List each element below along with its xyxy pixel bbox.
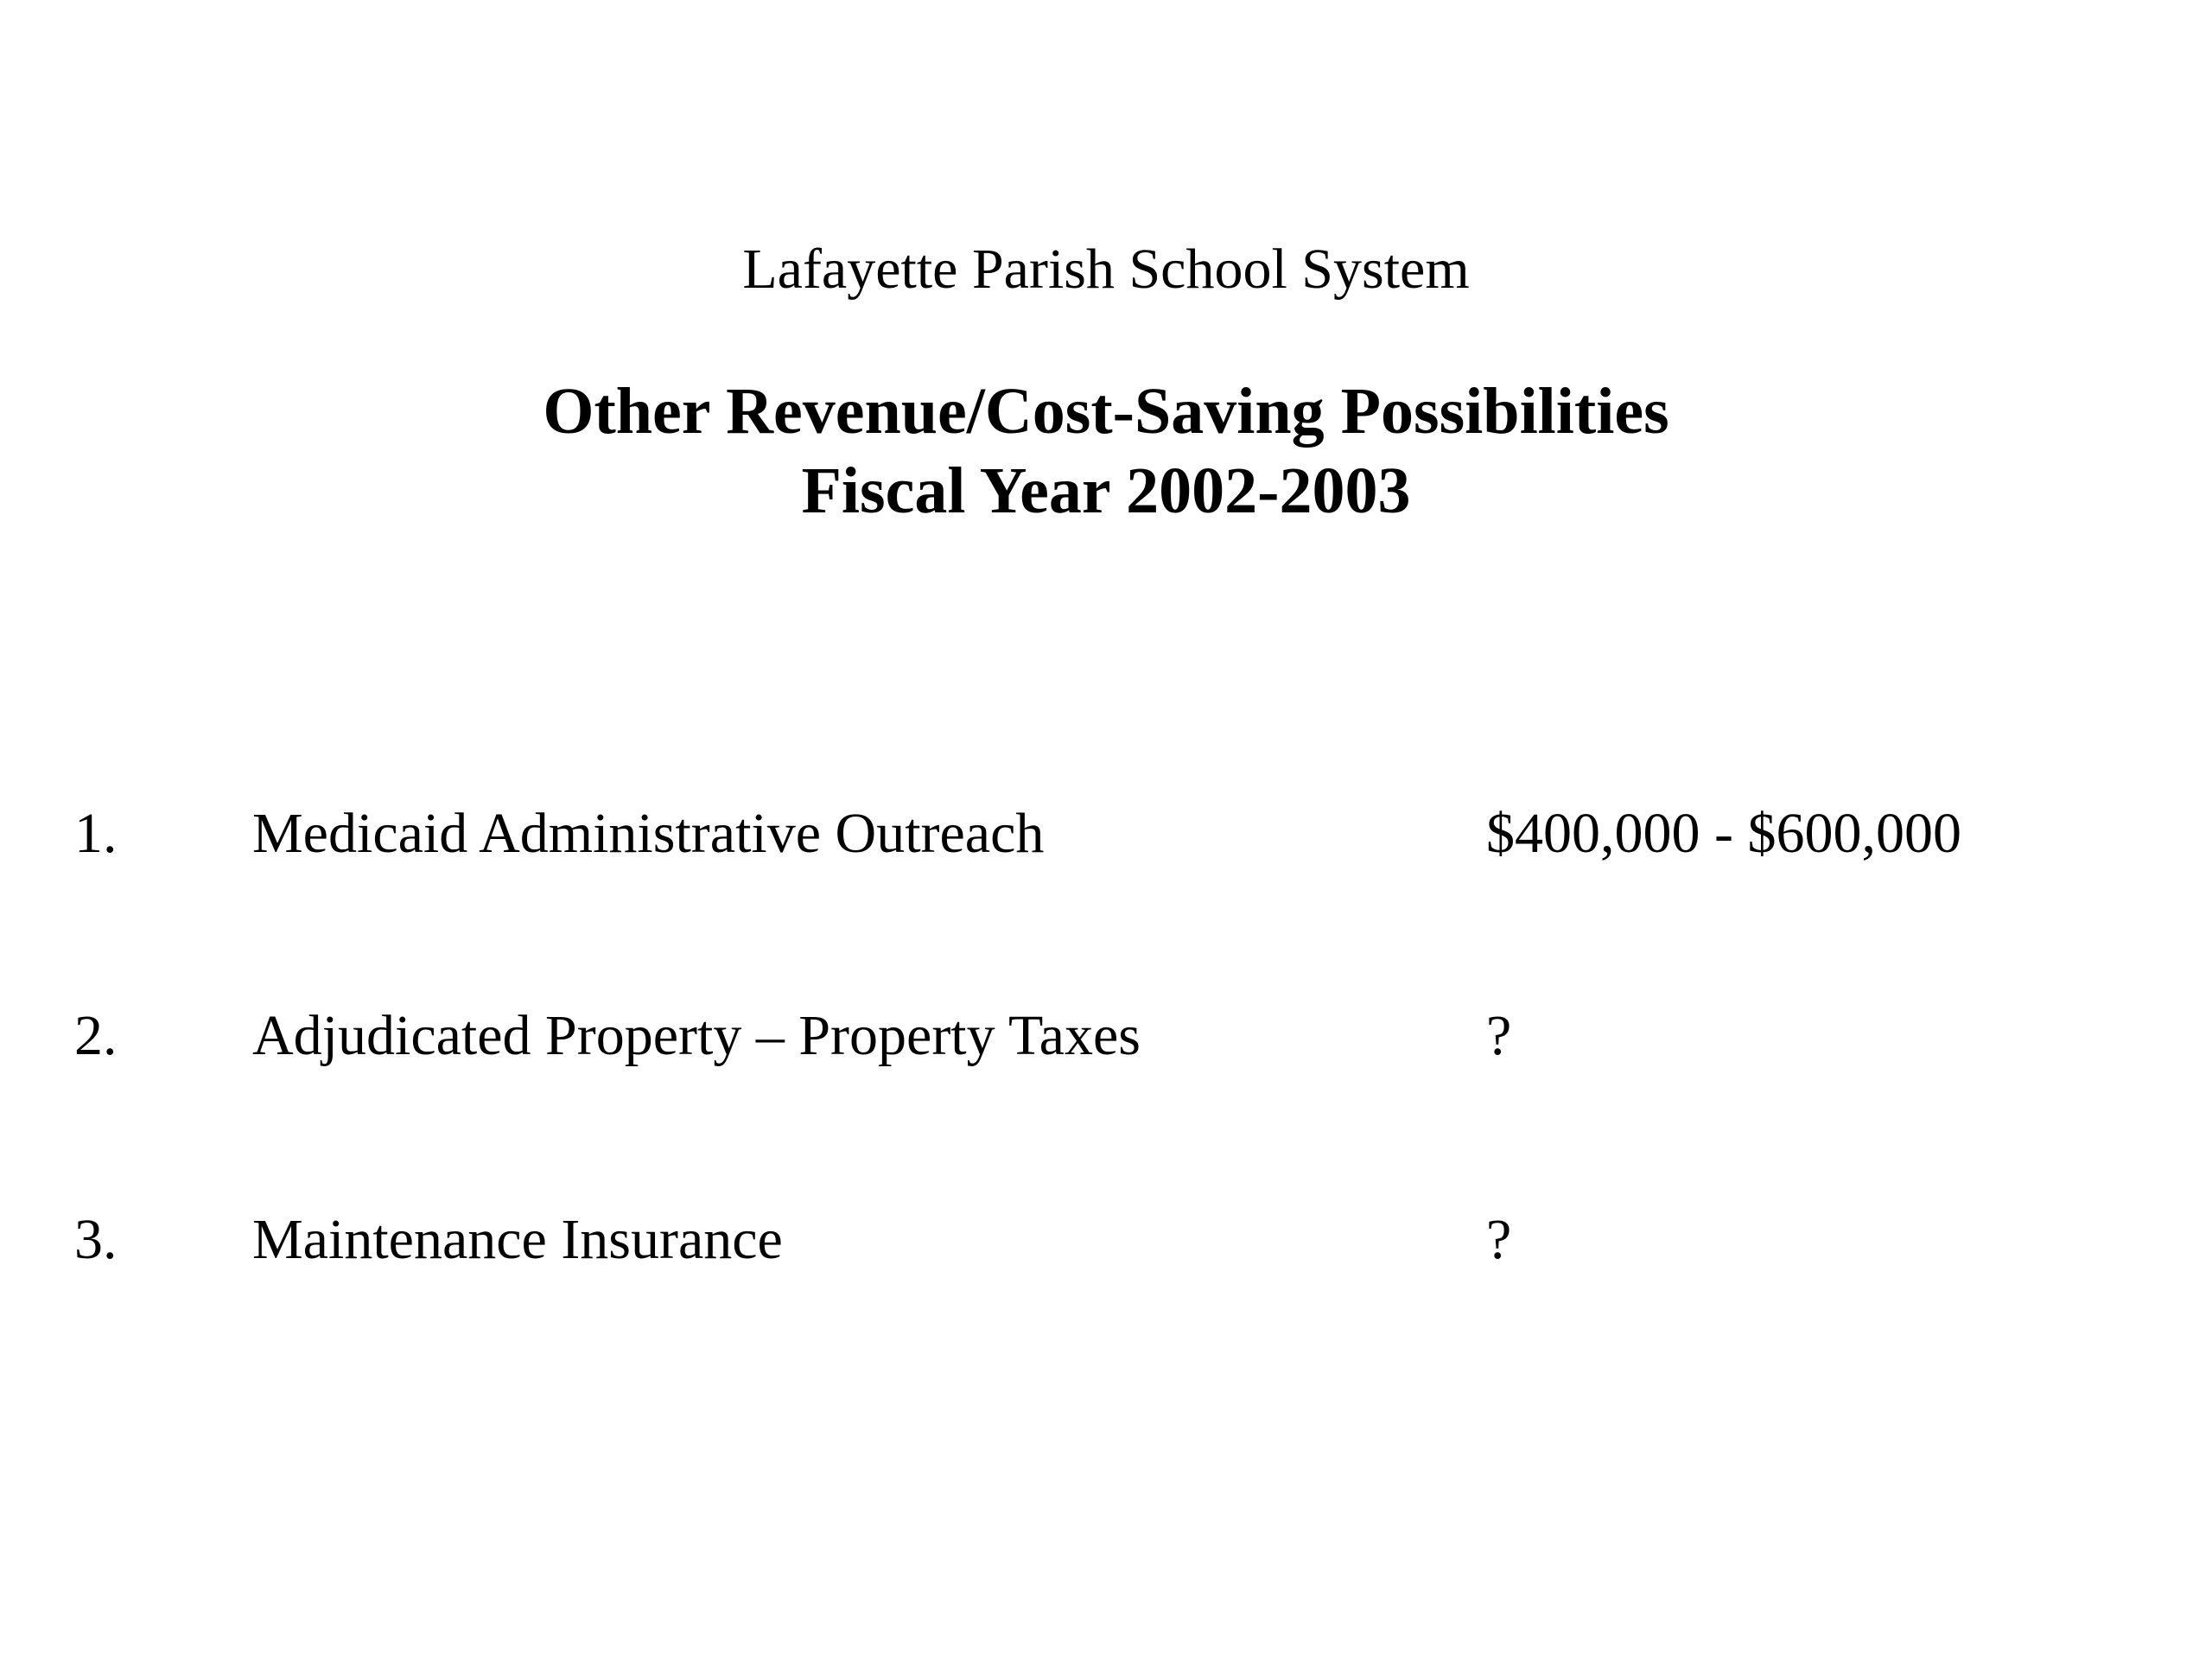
title-line-fiscal-year: Fiscal Year 2002-2003	[801, 454, 1411, 527]
item-amount: $400,000 - $600,000	[1486, 802, 1961, 865]
item-number: 2.	[74, 1004, 118, 1067]
item-amount: ?	[1486, 1208, 1512, 1271]
item-number: 3.	[74, 1208, 118, 1271]
item-label: Medicaid Administrative Outreach	[252, 802, 1045, 865]
organization-name: Lafayette Parish School System	[742, 238, 1470, 301]
item-amount: ?	[1486, 1004, 1512, 1067]
list-item	[0, 1201, 2212, 1279]
item-label: Adjudicated Property – Property Taxes	[252, 1004, 1141, 1067]
document-title	[0, 372, 2212, 531]
list-item	[0, 997, 2212, 1075]
title-line-main: Other Revenue/Cost-Saving Possibilities	[543, 375, 1669, 448]
item-number: 1.	[74, 802, 118, 865]
item-label: Maintenance Insurance	[252, 1208, 783, 1271]
list-item	[0, 795, 2212, 873]
